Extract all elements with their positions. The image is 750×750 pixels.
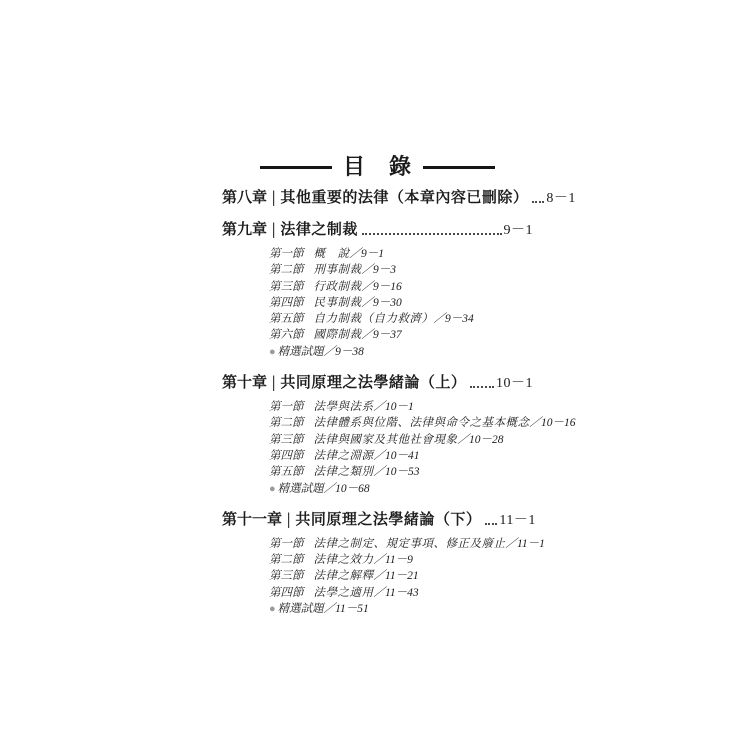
section-title: 法律之解釋 <box>313 570 374 583</box>
section-number: 第一節 <box>269 248 304 260</box>
chapter-title: 共同原理之法學緒論（上） <box>280 375 467 392</box>
section-row <box>269 295 533 311</box>
chapter-page-number: 8－1 <box>546 191 576 206</box>
section-title: 法律之效力 <box>313 554 374 567</box>
chapter-number: 第八章 <box>222 190 268 206</box>
slash-separator: ／ <box>361 264 373 277</box>
section-number: 第二節 <box>269 417 304 430</box>
section-page-number: 11－21 <box>385 570 419 583</box>
chapter-heading <box>222 222 533 239</box>
toc-container <box>222 152 576 617</box>
section-number: 第六節 <box>269 329 304 342</box>
section-title: 法律之制定、規定事項、修正及廢止 <box>313 537 506 550</box>
section-row <box>269 399 533 415</box>
slash-separator: ／ <box>361 280 373 293</box>
section-row <box>269 415 576 431</box>
title-rule-left <box>260 166 332 169</box>
section-page-number: 9－34 <box>445 313 474 326</box>
chapter-number: 第九章 <box>222 222 268 238</box>
section-row <box>269 279 533 295</box>
section-row <box>269 536 545 552</box>
bullet-icon: ● <box>269 482 276 495</box>
section-number: 第一節 <box>269 401 304 414</box>
slash-separator: ／ <box>323 603 336 616</box>
chapter-number: 第十一章 <box>222 511 283 528</box>
dotted-leader <box>470 386 494 388</box>
section-row <box>269 568 533 584</box>
slash-separator: ／ <box>373 570 385 583</box>
chapter-heading <box>222 375 533 392</box>
bullet-icon: ● <box>269 603 276 616</box>
slash-separator: ／ <box>373 586 385 599</box>
section-row <box>269 432 533 448</box>
section-title: 法律之類別 <box>313 466 374 479</box>
slash-separator: ／ <box>361 329 373 342</box>
section-row <box>269 448 533 464</box>
section-row <box>269 327 533 343</box>
slash-separator: ／ <box>433 313 445 326</box>
exercise-page-number: 11－51 <box>335 603 369 616</box>
section-number: 第四節 <box>269 449 304 462</box>
section-list <box>269 399 576 497</box>
slash-separator: ／ <box>349 248 361 260</box>
exercise-row <box>269 481 533 497</box>
chapter-heading <box>222 189 576 207</box>
slash-separator: ／ <box>373 466 385 479</box>
chapter-title: 共同原理之法學緒論（下） <box>295 511 482 528</box>
section-title: 自力制裁（自力救濟） <box>313 313 434 326</box>
section-number: 第二節 <box>269 554 304 567</box>
section-number: 第五節 <box>269 313 304 326</box>
section-page-number: 10－41 <box>385 449 420 462</box>
title-rule-right <box>423 166 495 169</box>
section-page-number: 10－53 <box>385 466 420 479</box>
exercise-label: 精選試題 <box>277 345 324 358</box>
section-number: 第四節 <box>269 586 304 599</box>
chapter-separator: | <box>272 189 276 207</box>
section-list <box>269 246 533 360</box>
section-title: 法律體系與位階、法律與命令之基本概念 <box>313 417 530 430</box>
toc-chapter <box>222 189 576 207</box>
chapter-separator: | <box>272 374 276 392</box>
exercise-page-number: 9－38 <box>335 345 364 358</box>
section-page-number: 11－43 <box>385 586 419 599</box>
section-title: 概 說 <box>313 248 350 260</box>
toc-chapter <box>222 511 545 617</box>
section-title: 國際制裁 <box>313 329 362 342</box>
toc-title-row <box>222 152 533 180</box>
dotted-leader <box>532 201 544 203</box>
section-row <box>269 552 533 568</box>
slash-separator: ／ <box>373 449 385 462</box>
slash-separator: ／ <box>457 433 469 446</box>
chapter-title: 其他重要的法律（本章內容已刪除） <box>280 190 529 206</box>
section-list <box>269 536 545 617</box>
toc-chapter <box>222 374 576 497</box>
section-row <box>269 464 533 480</box>
section-page-number: 10－16 <box>541 417 576 430</box>
section-number: 第四節 <box>269 296 304 309</box>
section-row <box>269 246 533 262</box>
chapter-title: 法律之制裁 <box>280 222 358 238</box>
section-title: 法律與國家及其他社會現象 <box>313 433 458 446</box>
section-title: 刑事制裁 <box>313 264 362 277</box>
page-title: 目 錄 <box>342 154 412 179</box>
bullet-icon: ● <box>269 345 276 358</box>
section-page-number: 11－1 <box>517 537 545 550</box>
slash-separator: ／ <box>529 417 541 430</box>
section-page-number: 11－9 <box>385 554 413 567</box>
chapter-page-number: 9－1 <box>503 223 533 238</box>
chapter-separator: | <box>272 221 276 239</box>
section-row <box>269 585 533 601</box>
section-title: 法學之適用 <box>313 586 374 599</box>
section-page-number: 10－28 <box>469 433 504 446</box>
section-page-number: 9－16 <box>373 280 402 293</box>
chapter-page-number: 11－1 <box>499 512 536 528</box>
section-number: 第三節 <box>269 570 304 583</box>
dotted-leader <box>362 233 502 235</box>
dotted-leader <box>485 523 497 525</box>
section-row <box>269 262 533 278</box>
section-number: 第三節 <box>269 280 304 293</box>
slash-separator: ／ <box>373 554 385 567</box>
chapter-separator: | <box>287 511 291 529</box>
toc-chapters <box>222 189 576 617</box>
section-title: 法學與法系 <box>313 401 374 414</box>
section-number: 第二節 <box>269 264 304 277</box>
section-title: 法律之淵源 <box>313 449 374 462</box>
section-title: 行政制裁 <box>313 280 362 293</box>
exercise-page-number: 10－68 <box>335 482 370 495</box>
exercise-row <box>269 344 533 360</box>
section-page-number: 9－3 <box>373 264 396 277</box>
slash-separator: ／ <box>505 537 517 550</box>
section-page-number: 10－1 <box>385 401 414 414</box>
chapter-heading <box>222 511 536 529</box>
section-page-number: 9－1 <box>361 248 384 260</box>
exercise-label: 精選試題 <box>277 482 324 495</box>
section-number: 第三節 <box>269 433 304 446</box>
section-number: 第一節 <box>269 537 304 550</box>
exercise-row <box>269 601 533 617</box>
section-title: 民事制裁 <box>313 296 362 309</box>
chapter-page-number: 10－1 <box>496 376 533 392</box>
slash-separator: ／ <box>323 345 336 358</box>
section-row <box>269 311 533 327</box>
exercise-label: 精選試題 <box>277 603 324 616</box>
slash-separator: ／ <box>323 482 336 495</box>
section-page-number: 9－37 <box>373 329 402 342</box>
slash-separator: ／ <box>373 401 385 414</box>
section-page-number: 9－30 <box>373 296 402 309</box>
section-number: 第五節 <box>269 466 304 479</box>
chapter-number: 第十章 <box>222 375 268 392</box>
toc-chapter <box>222 222 533 360</box>
slash-separator: ／ <box>361 296 373 309</box>
